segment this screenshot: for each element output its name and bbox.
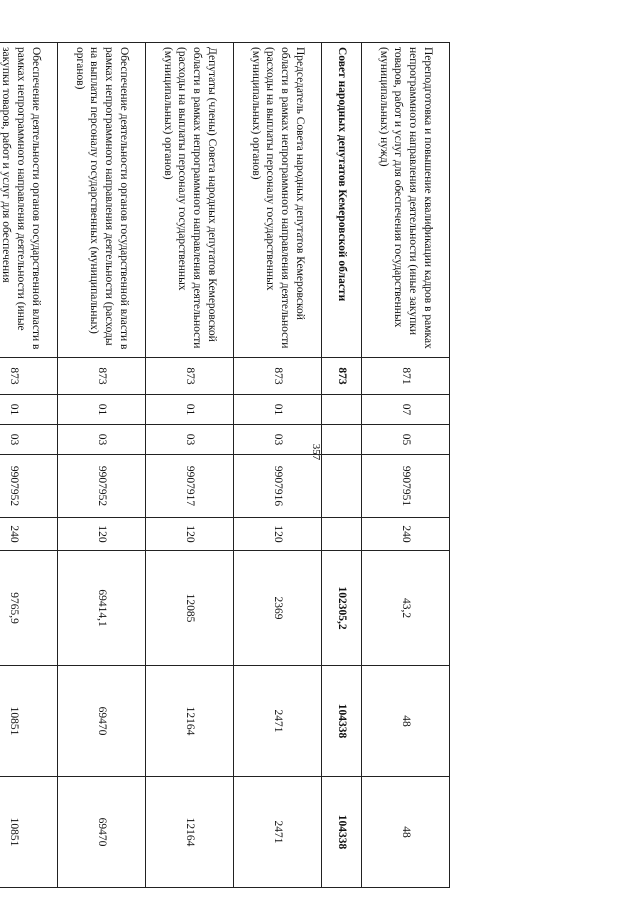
ved-code-cell: 873 [0, 358, 58, 395]
section-code-cell: 01 [58, 395, 146, 425]
amount-year1-cell: 43,2 [362, 551, 450, 666]
table-row [234, 43, 322, 888]
amount-year3-cell: 104338 [322, 777, 362, 888]
rotated-table-container [0, 42, 450, 887]
expense-type-cell: 240 [362, 518, 450, 551]
amount-year3-cell: 2471 [234, 777, 322, 888]
table-body [0, 43, 450, 888]
budget-table [0, 42, 450, 888]
amount-year2-cell: 12164 [146, 666, 234, 777]
row-name-cell: Совет народных депутатов Кемеровской области [322, 43, 362, 358]
amount-year2-cell: 48 [362, 666, 450, 777]
target-article-cell: 9907917 [146, 455, 234, 518]
amount-year3-cell: 69470 [58, 777, 146, 888]
target-article-cell: 9907952 [0, 455, 58, 518]
row-name-cell: Обеспечение деятельности органов государственной власти в рамках непрограммного направления деятельности (расходы на выплаты персоналу государственных (муниципальных) органов) [58, 43, 146, 358]
amount-year1-cell: 102305,2 [322, 551, 362, 666]
amount-year3-cell: 12164 [146, 777, 234, 888]
row-name-cell: Депутаты (члены) Совета народных депутатов Кемеровской области в рамках непрограммного направления деятельности (расходы на выплаты персоналу государственных (муниципальных) органов) [146, 43, 234, 358]
amount-year2-cell: 10851 [0, 666, 58, 777]
subsection-code-cell: 05 [362, 425, 450, 455]
amount-year3-cell: 48 [362, 777, 450, 888]
row-name-cell: Председатель Совета народных депутатов Кемеровской области в рамках непрограммного направления деятельности (расходы на выплаты персоналу государственных (муниципальных) органов) [234, 43, 322, 358]
ved-code-cell: 873 [322, 358, 362, 395]
table-row [58, 43, 146, 888]
subsection-code-cell: 03 [234, 425, 322, 455]
section-code-cell: 07 [362, 395, 450, 425]
amount-year3-cell: 10851 [0, 777, 58, 888]
target-article-cell: 9907916 [234, 455, 322, 518]
section-code-cell: 01 [0, 395, 58, 425]
target-article-cell: 9907952 [58, 455, 146, 518]
amount-year2-cell: 69470 [58, 666, 146, 777]
amount-year2-cell: 104338 [322, 666, 362, 777]
ved-code-cell: 873 [58, 358, 146, 395]
subsection-code-cell: 03 [0, 425, 58, 455]
row-name-cell: Переподготовка и повышение квалификации кадров в рамках непрограммного направления деятельности (иные закупки товаров, работ и услуг для обеспечения государственных (муниципальных) нужд) [362, 43, 450, 358]
amount-year2-cell: 2471 [234, 666, 322, 777]
table-row [362, 43, 450, 888]
expense-type-cell: 120 [146, 518, 234, 551]
ved-code-cell: 871 [362, 358, 450, 395]
expense-type-cell: 240 [0, 518, 58, 551]
section-code-cell: 01 [234, 395, 322, 425]
subsection-code-cell [322, 425, 362, 455]
page-number: 357 [310, 443, 322, 461]
amount-year1-cell: 12085 [146, 551, 234, 666]
ved-code-cell: 873 [146, 358, 234, 395]
amount-year1-cell: 69414,1 [58, 551, 146, 666]
subsection-code-cell: 03 [146, 425, 234, 455]
target-article-cell: 9907951 [362, 455, 450, 518]
section-code-cell: 01 [146, 395, 234, 425]
amount-year1-cell: 2369 [234, 551, 322, 666]
table-row [0, 43, 58, 888]
expense-type-cell [322, 518, 362, 551]
table-row [146, 43, 234, 888]
target-article-cell [322, 455, 362, 518]
subsection-code-cell: 03 [58, 425, 146, 455]
section-code-cell [322, 395, 362, 425]
table-row [322, 43, 362, 888]
row-name-cell: Обеспечение деятельности органов государственной власти в рамках непрограммного направления деятельности (иные закупки товаров, работ и услуг для обеспечения [0, 43, 58, 358]
expense-type-cell: 120 [58, 518, 146, 551]
expense-type-cell: 120 [234, 518, 322, 551]
ved-code-cell: 873 [234, 358, 322, 395]
amount-year1-cell: 9765,9 [0, 551, 58, 666]
